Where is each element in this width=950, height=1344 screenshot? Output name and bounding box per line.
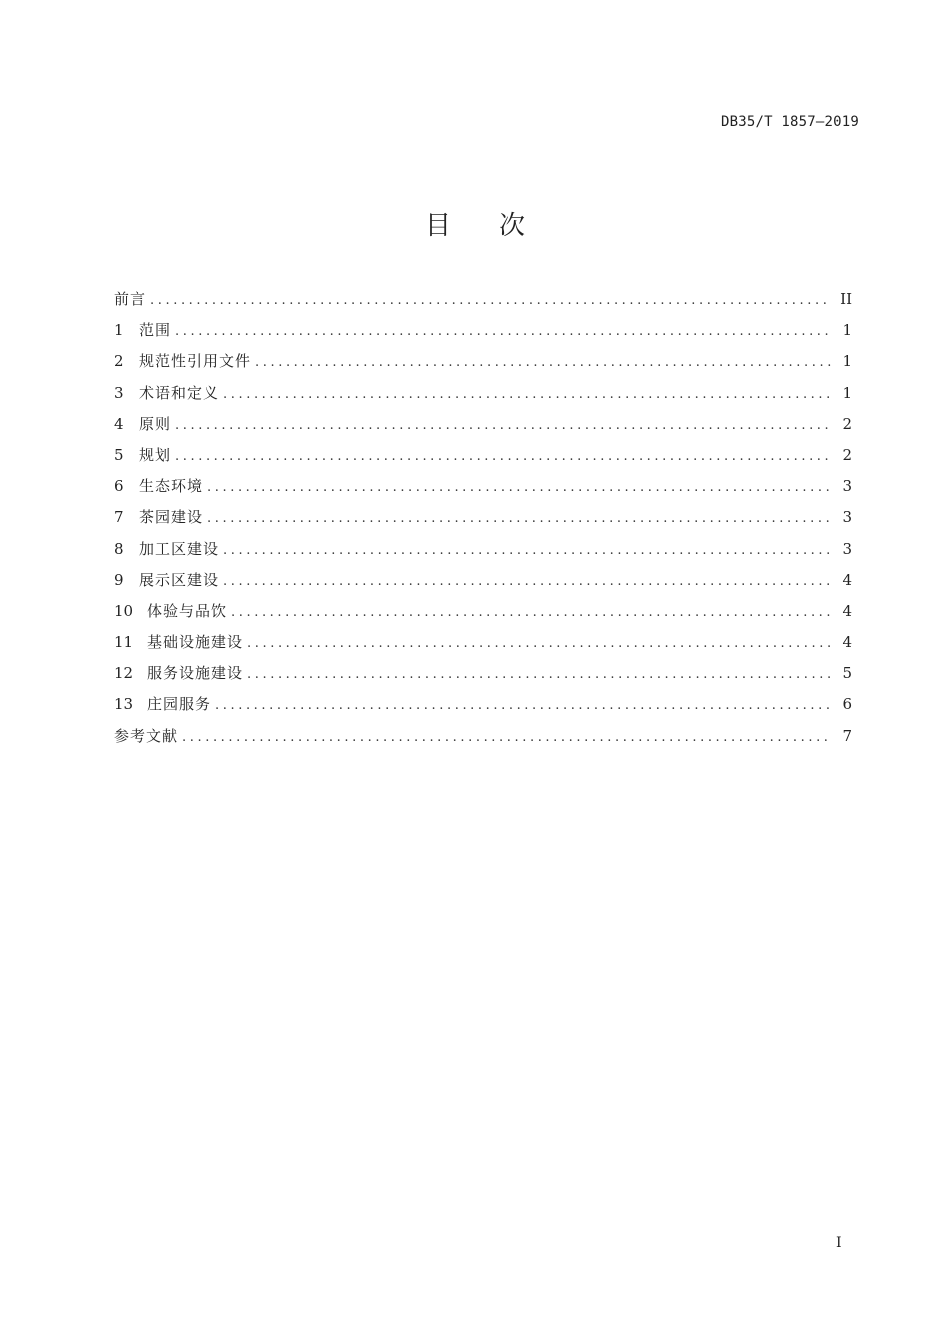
toc-entry-5[interactable] bbox=[114, 440, 852, 471]
toc-entry-number: 2 bbox=[114, 352, 124, 371]
toc-title-part2: 次 bbox=[499, 211, 526, 241]
toc-entry-label: 茶园建设 bbox=[139, 508, 204, 527]
toc-entry-label: 术语和定义 bbox=[139, 383, 220, 402]
page-number: I bbox=[836, 1235, 842, 1251]
toc-entry-label: 服务设施建设 bbox=[147, 664, 244, 683]
toc-entry-page: 1 bbox=[842, 352, 852, 371]
toc-entry-number: 6 bbox=[114, 477, 124, 496]
toc-entry-number: 9 bbox=[114, 570, 124, 589]
toc-entry-page: 5 bbox=[842, 664, 852, 683]
toc-dot-leader bbox=[182, 722, 832, 753]
toc-entry-label: 展示区建设 bbox=[139, 570, 220, 589]
toc-dot-leader bbox=[247, 628, 832, 659]
toc-entry-label: 体验与品饮 bbox=[147, 601, 228, 620]
toc-dot-leader bbox=[223, 566, 832, 597]
toc-entry-11[interactable] bbox=[114, 627, 852, 658]
toc-entry-1[interactable] bbox=[114, 315, 852, 346]
toc-entry-label: 前言 bbox=[114, 290, 147, 308]
toc-entry-3[interactable] bbox=[114, 378, 852, 409]
toc-entry-number: 7 bbox=[114, 508, 124, 527]
toc-dot-leader bbox=[223, 379, 832, 410]
toc-entry-12[interactable] bbox=[114, 658, 852, 689]
toc-entry-9[interactable] bbox=[114, 565, 852, 596]
toc-entry-page: 6 bbox=[842, 695, 852, 714]
toc-entry-number: 4 bbox=[114, 414, 124, 433]
toc-entry-references[interactable] bbox=[114, 721, 852, 752]
toc-entry-number: 12 bbox=[114, 664, 134, 683]
toc-entry-8[interactable] bbox=[114, 534, 852, 565]
toc-dot-leader bbox=[207, 503, 832, 534]
toc-entry-page: 2 bbox=[842, 445, 852, 464]
toc-entry-number: 5 bbox=[114, 445, 124, 464]
toc-title-part1: 目 bbox=[424, 211, 451, 241]
toc-entry-label: 基础设施建设 bbox=[147, 633, 244, 652]
toc-entry-page: 1 bbox=[842, 321, 852, 340]
toc-entry-number: 1 bbox=[114, 321, 124, 340]
toc-title bbox=[0, 205, 950, 242]
toc-entry-number: 3 bbox=[114, 383, 124, 402]
toc-entry-page: 3 bbox=[842, 508, 852, 527]
toc-entry-label: 规范性引用文件 bbox=[139, 352, 252, 371]
toc-entry-13[interactable] bbox=[114, 689, 852, 720]
toc-dot-leader bbox=[215, 690, 832, 721]
toc-entry-page: 7 bbox=[842, 726, 852, 745]
toc-dot-leader bbox=[255, 347, 832, 378]
toc-entry-label: 原则 bbox=[139, 414, 172, 433]
toc-entry-label: 规划 bbox=[139, 445, 172, 464]
toc-entry-page: 4 bbox=[842, 570, 852, 589]
toc-entry-page: 3 bbox=[842, 539, 852, 558]
standard-code: DB35/T 1857—2019 bbox=[720, 114, 859, 130]
toc-entry-label: 庄园服务 bbox=[147, 695, 212, 714]
toc-entry-page: 1 bbox=[842, 383, 852, 402]
toc-dot-leader bbox=[207, 472, 832, 503]
table-of-contents bbox=[114, 284, 852, 752]
toc-entry-foreword[interactable] bbox=[114, 284, 852, 315]
toc-entry-label: 加工区建设 bbox=[139, 539, 220, 558]
toc-entry-number: 8 bbox=[114, 539, 124, 558]
toc-entry-label: 范围 bbox=[139, 321, 172, 340]
toc-dot-leader bbox=[247, 659, 832, 690]
toc-entry-label: 生态环境 bbox=[139, 477, 204, 496]
toc-entry-page: 2 bbox=[842, 414, 852, 433]
toc-entry-number: 10 bbox=[114, 601, 134, 620]
toc-entry-10[interactable] bbox=[114, 596, 852, 627]
toc-entry-6[interactable] bbox=[114, 471, 852, 502]
toc-entry-number: 13 bbox=[114, 695, 134, 714]
toc-entry-7[interactable] bbox=[114, 502, 852, 533]
toc-entry-page: 4 bbox=[842, 633, 852, 652]
toc-dot-leader bbox=[150, 285, 830, 316]
toc-entry-label: 参考文献 bbox=[114, 726, 179, 745]
toc-dot-leader bbox=[175, 316, 832, 347]
toc-entry-2[interactable] bbox=[114, 346, 852, 377]
toc-entry-page: II bbox=[840, 290, 852, 308]
toc-entry-4[interactable] bbox=[114, 409, 852, 440]
toc-dot-leader bbox=[175, 410, 832, 441]
toc-dot-leader bbox=[175, 441, 832, 472]
toc-dot-leader bbox=[223, 535, 832, 566]
toc-dot-leader bbox=[231, 597, 832, 628]
toc-entry-number: 11 bbox=[114, 633, 134, 652]
toc-entry-page: 3 bbox=[842, 477, 852, 496]
toc-entry-page: 4 bbox=[842, 601, 852, 620]
